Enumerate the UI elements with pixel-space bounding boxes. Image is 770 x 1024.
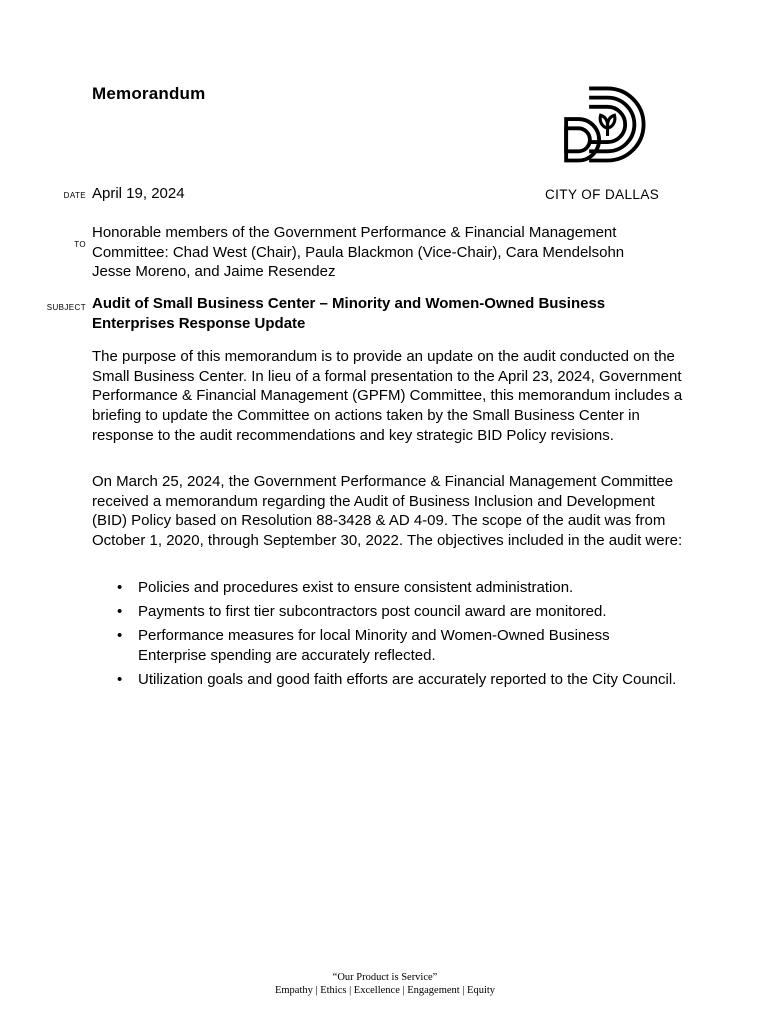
- footer-values: Empathy | Ethics | Excellence | Engagement | Equity: [274, 985, 496, 996]
- body-paragraph-2: On March 25, 2024, the Government Performance & Financial Management Committee received a memorandum regarding the Audit of Business Inclusion and Development (BID) Policy based on Resolution 88-3428 & AD 4-09. The scope of the audit was from October 1, 2020, through September 30, 2022. The objectives included in the audit were:: [92, 473, 683, 550]
- bullet-item: • Utilization goals and good faith efforts are accurately reported to the City Council.: [117, 670, 682, 690]
- bullet-list: [117, 578, 682, 695]
- subject-value: Audit of Small Business Center – Minority and Women-Owned Business Enterprises Response Update: [92, 295, 606, 332]
- bullet-item: • Policies and procedures exist to ensure consistent administration.: [117, 578, 682, 598]
- page-title: Memorandum: [92, 84, 206, 103]
- logo-caption: CITY OF DALLAS: [545, 187, 660, 202]
- date-label: DATE: [63, 191, 86, 200]
- footer-motto: “Our Product is Service”: [332, 972, 438, 983]
- to-value: Honorable members of the Government Performance & Financial Management Committee: Chad West (Chair), Paula Blackmon (Vice-Chair), Cara Mendelsohn Jesse Moreno, and Jaime Resendez: [92, 224, 625, 280]
- bullet-item: • Performance measures for local Minority and Women-Owned Business Enterprise spending are accurately reflected.: [117, 626, 682, 665]
- date-value: April 19, 2024: [92, 185, 185, 202]
- bullet-item: • Payments to first tier subcontractors post council award are monitored.: [117, 602, 682, 622]
- page-footer: [0, 971, 770, 997]
- to-label: TO: [74, 240, 86, 249]
- subject-label: SUBJECT: [46, 303, 86, 312]
- city-of-dallas-logo-icon: [560, 80, 652, 172]
- body-paragraph-1: The purpose of this memorandum is to provide an update on the audit conducted on the Small Business Center. In lieu of a formal presentation to the April 23, 2024, Government Performance & Financial Management (GPFM) Committee, this memorandum includes a briefing to update the Committee on actions taken by the Small Business Center in response to the audit recommendations and key strategic BID Policy revisions.: [92, 348, 683, 444]
